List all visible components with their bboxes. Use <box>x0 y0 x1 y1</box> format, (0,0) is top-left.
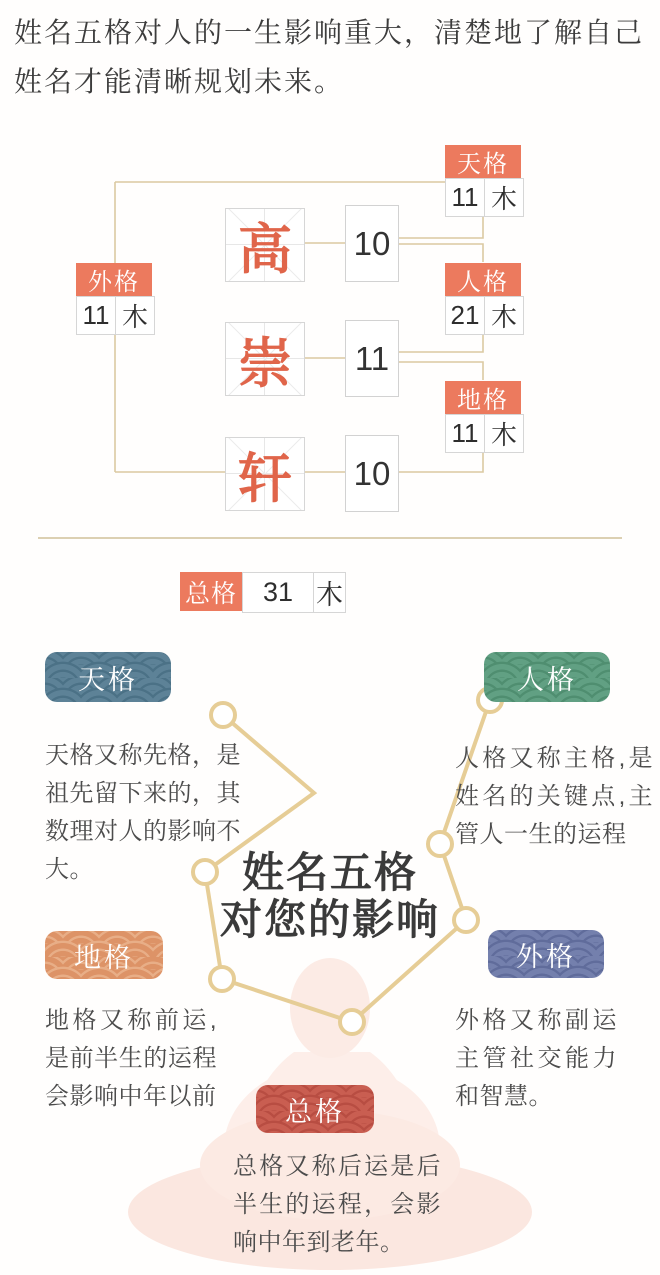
di-ge-label: 地格 <box>445 381 521 414</box>
desc-ren-ge: 人格又称主格,是姓名的关键点,主管人一生的运程 <box>455 745 653 848</box>
desc-zong-ge: 总格又称后运是后半生的运程，会影响中年到老年。 <box>233 1153 441 1256</box>
zong-ge-label: 总格 <box>180 572 242 611</box>
wai-ge-element: 木 <box>115 296 155 335</box>
intro-text: 姓名五格对人的一生影响重大，清楚地了解自己姓名才能清晰规划未来。 <box>14 17 645 97</box>
wai-ge-grid <box>76 263 155 335</box>
badge-tian-ge: 天格 <box>45 652 171 702</box>
di-ge-value: 11 <box>445 414 485 453</box>
tian-ge-grid <box>445 145 524 217</box>
ren-ge-value: 21 <box>445 296 485 335</box>
influence-title <box>165 849 495 943</box>
zong-ge-value: 31 <box>242 572 314 613</box>
desc-di-ge: 地格又称前运,是前半生的运程会影响中年以前 <box>45 1007 217 1110</box>
di-ge-grid <box>445 381 524 453</box>
char-2-strokes: 11 <box>345 320 399 397</box>
influence-title-line2: 对您的影响 <box>219 896 440 943</box>
ren-ge-label: 人格 <box>445 263 521 296</box>
badge-wai-ge: 外格 <box>488 930 604 978</box>
zong-ge-element: 木 <box>313 572 346 613</box>
wai-ge-value: 11 <box>76 296 116 335</box>
di-ge-element: 木 <box>484 414 524 453</box>
wai-ge-label: 外格 <box>76 263 152 296</box>
badge-zong-ge: 总格 <box>256 1085 374 1133</box>
char-3-strokes: 10 <box>345 435 399 512</box>
char-1-strokes: 10 <box>345 205 399 282</box>
name-char-3-box: 轩 <box>225 437 305 511</box>
badge-ren-ge: 人格 <box>484 652 610 702</box>
desc-tian-ge: 天格又称先格，是祖先留下来的，其数理对人的影响不大。 <box>45 742 241 883</box>
zong-ge-row <box>180 572 346 613</box>
badge-di-ge: 地格 <box>45 931 163 979</box>
name-char-1-box: 高 <box>225 208 305 282</box>
desc-wai-ge: 外格又称副运主管社交能力和智慧。 <box>455 1007 617 1110</box>
name-char-2-box: 崇 <box>225 322 305 396</box>
ren-ge-element: 木 <box>484 296 524 335</box>
section-divider <box>38 537 622 539</box>
tian-ge-label: 天格 <box>445 145 521 178</box>
tian-ge-element: 木 <box>484 178 524 217</box>
influence-title-line1: 姓名五格 <box>241 849 418 896</box>
tian-ge-value: 11 <box>445 178 485 217</box>
ren-ge-grid <box>445 263 524 335</box>
